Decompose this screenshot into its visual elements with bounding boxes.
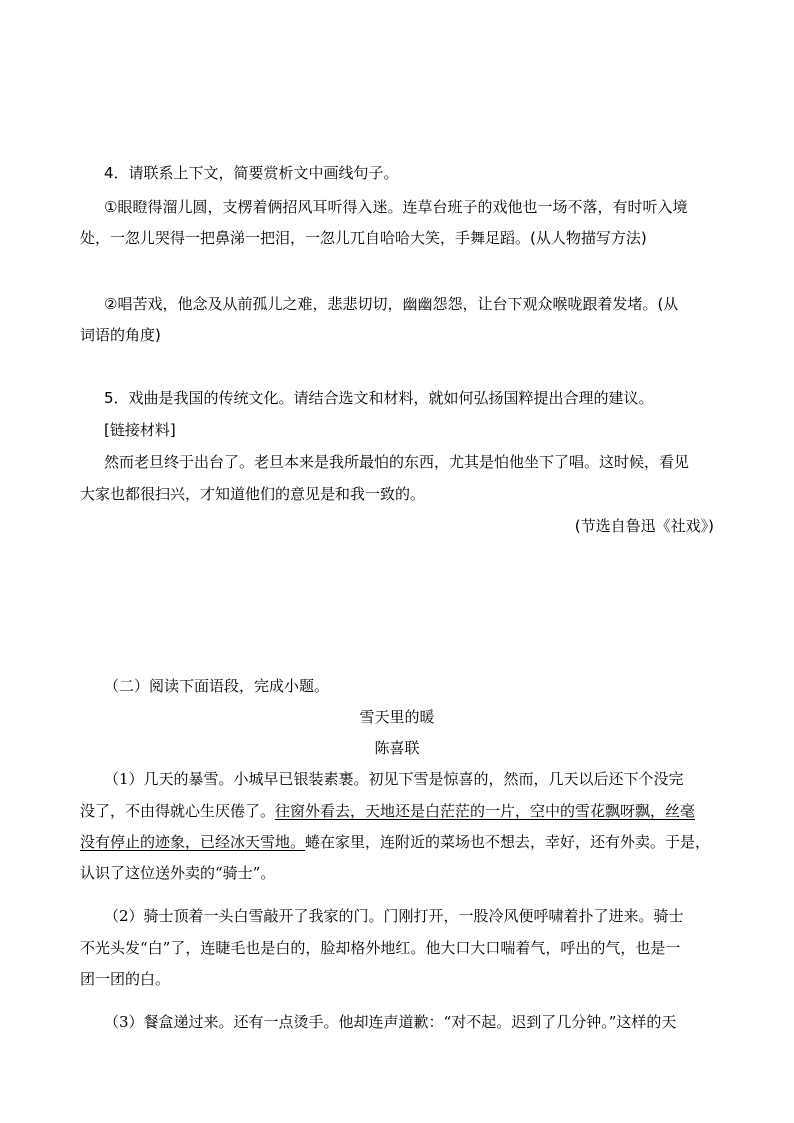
p2-line2: 不光头发“白”了，连睫毛也是白的，脸却格外地红。他大口大口喘着气，呼出的气，也是一 (80, 939, 681, 957)
q4-item2-line2: 词语的角度) (80, 326, 161, 344)
section2-heading: （二）阅读下面语段，完成小题。 (104, 677, 330, 695)
q5-material-line2: 大家也都很扫兴，才知道他们的意见是和我一致的。 (80, 485, 426, 503)
p1-line4: 认识了这位送外卖的“骑士”。 (80, 864, 276, 882)
p3-line1: （3）餐盒递过来。还有一点烫手。他却连声道歉：“对不起。迟到了几分钟。”这样的天 (104, 1013, 677, 1031)
p2-line1: （2）骑士顶着一头白雪敲开了我家的门。门刚打开，一股冷风便呼啸着扑了进来。骑士 (104, 907, 684, 925)
q4-item2-line1: ②唱苦戏，他念及从前孤儿之难，悲悲切切，幽幽怨怨，让台下观众喉咙跟着发堵。(从 (104, 295, 679, 313)
p1-line3-text: 蜷在家里，连附近的菜场也不想去，幸好，还有外卖。于是， (305, 833, 711, 851)
q4-prompt: 4．请联系上下文，简要赏析文中画线句子。 (104, 164, 399, 182)
p1-line1: （1）几天的暴雪。小城早已银装素裹。初见下雪是惊喜的，然而，几天以后还下个没完 (104, 770, 684, 788)
passage-title: 雪天里的暖 (359, 708, 435, 726)
passage-author: 陈喜联 (374, 739, 420, 757)
p2-line3: 团一团的白。 (80, 970, 171, 988)
underlined-sentence-part1: 往窗外看去，天地还是白茫茫的一片，空中的雪花飘呀飘，丝毫 (275, 802, 696, 820)
q5-source: (节选自鲁迅《社戏》) (574, 517, 714, 535)
q5-prompt: 5．戏曲是我国的传统文化。请结合选文和材料，就如何弘扬国粹提出合理的建议。 (104, 389, 654, 407)
q4-item1-line2: 处，一忽儿哭得一把鼻涕一把泪，一忽儿兀自哈哈大笑，手舞足蹈。(从人物描写方法) (80, 229, 647, 247)
p1-line2 (80, 801, 695, 821)
q5-material-line1: 然而老旦终于出台了。老旦本来是我所最怕的东西，尤其是怕他坐下了唱。这时候，看见 (104, 453, 690, 471)
p1-line3 (80, 832, 710, 852)
underlined-sentence-part2: 没有停止的迹象，已经冰天雪地。 (80, 833, 306, 851)
p1-line2-text: 没了，不由得就心生厌倦了。 (80, 802, 276, 820)
q4-item1-line1: ①眼瞪得溜儿圆，支楞着俩招风耳听得入迷。连草台班子的戏他也一场不落，有时听入境 (104, 198, 688, 216)
q5-material-label: [链接材料] (104, 421, 176, 439)
